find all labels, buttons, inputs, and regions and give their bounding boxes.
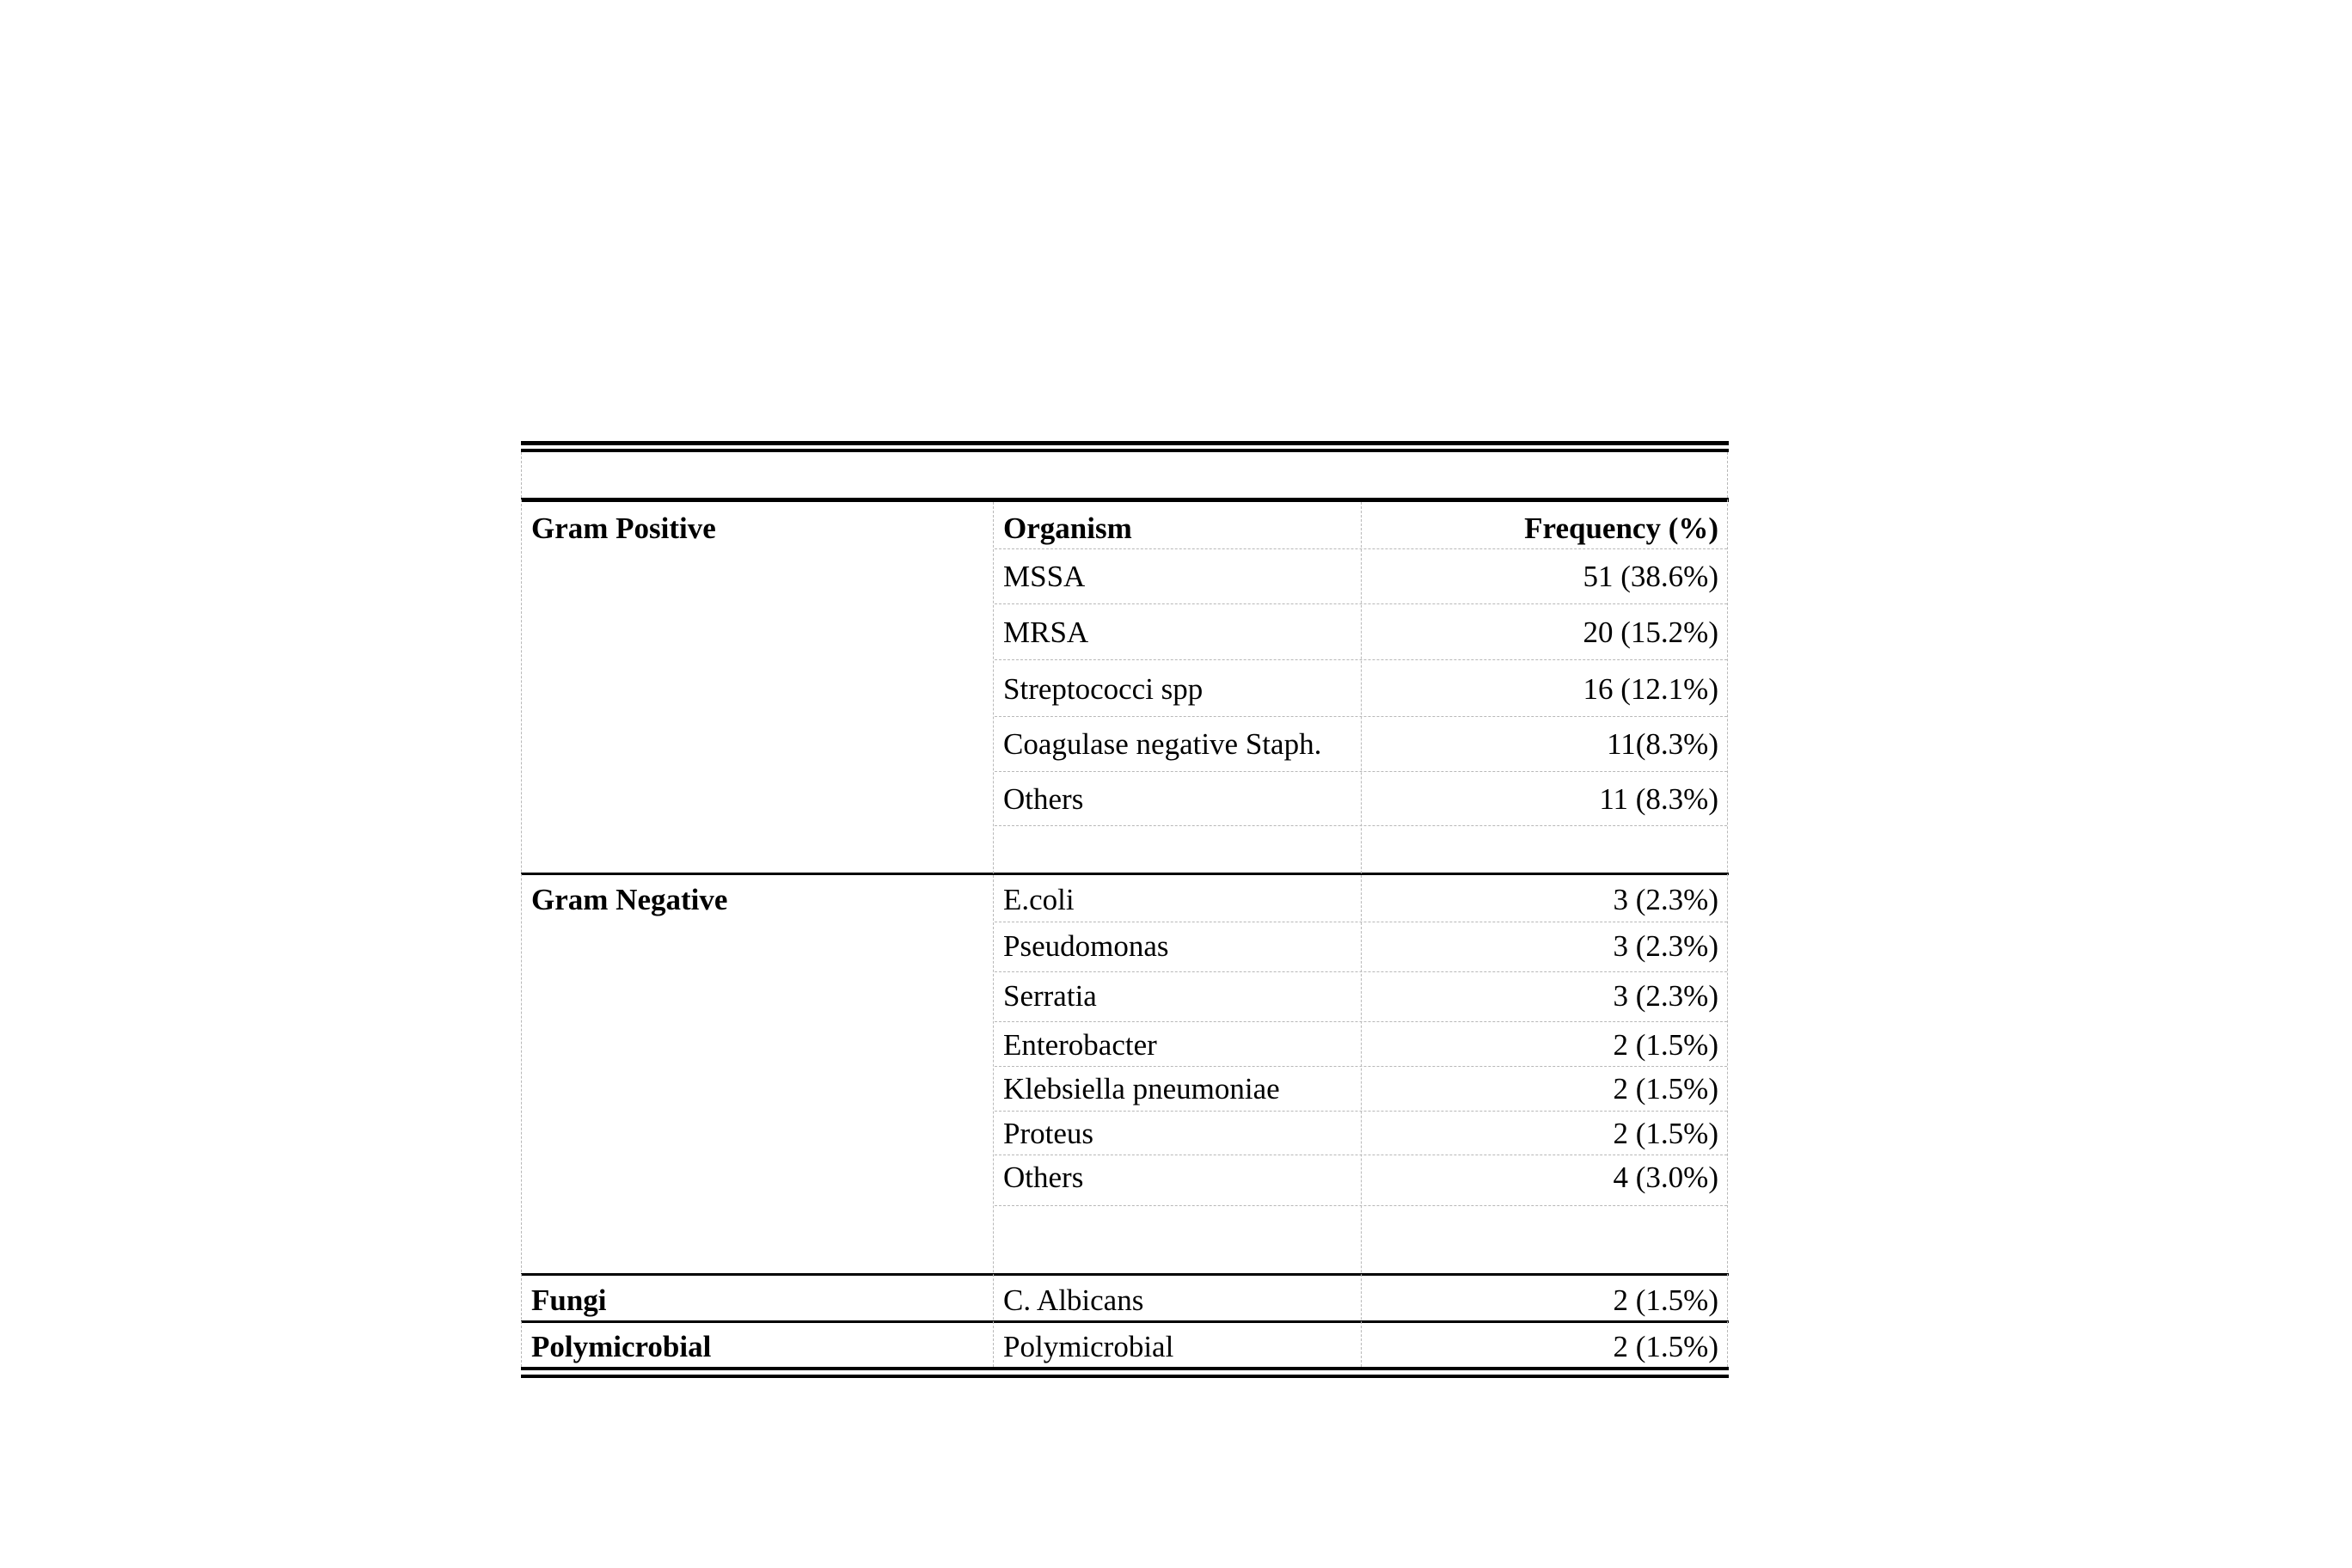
frequency-klebsiella: 2 (1.5%) [1613, 1072, 1718, 1106]
left-border [521, 452, 522, 1367]
polymicrobial-rule [521, 1320, 1729, 1323]
column-divider-2 [1361, 502, 1362, 1367]
top-rule-1 [521, 441, 1729, 445]
top-rule-2 [521, 449, 1729, 452]
row-divider [995, 1205, 1727, 1206]
frequency-c-albicans: 2 (1.5%) [1613, 1283, 1718, 1317]
frequency-mrsa: 20 (15.2%) [1583, 616, 1718, 649]
frequency-pseudomonas: 3 (2.3%) [1613, 929, 1718, 963]
frequency-streptococci: 16 (12.1%) [1583, 672, 1718, 706]
row-divider [995, 771, 1727, 772]
frequency-gram-positive-others: 11 (8.3%) [1599, 782, 1718, 816]
group-label-polymicrobial: Polymicrobial [531, 1330, 712, 1363]
organism-enterobacter: Enterobacter [1003, 1028, 1157, 1062]
organism-gram-negative-others: Others [1003, 1161, 1084, 1194]
frequency-coagulase-negative-staph: 11(8.3%) [1607, 727, 1718, 761]
fungi-rule [521, 1273, 1729, 1276]
organism-ecoli: E.coli [1003, 883, 1075, 916]
organism-mrsa: MRSA [1003, 616, 1089, 649]
row-divider [995, 603, 1727, 604]
organism-coagulase-negative-staph: Coagulase negative Staph. [1003, 727, 1322, 761]
organism-proteus: Proteus [1003, 1117, 1093, 1150]
organism-mssa: MSSA [1003, 560, 1086, 593]
row-divider [995, 716, 1727, 717]
group-label-gram-negative: Gram Negative [531, 883, 728, 916]
frequency-polymicrobial: 2 (1.5%) [1613, 1330, 1718, 1363]
row-divider [995, 1066, 1727, 1067]
frequency-gram-negative-others: 4 (3.0%) [1613, 1161, 1718, 1194]
frequency-enterobacter: 2 (1.5%) [1613, 1028, 1718, 1062]
organism-pseudomonas: Pseudomonas [1003, 929, 1169, 963]
bottom-rule-2 [521, 1375, 1729, 1378]
header-rule [521, 498, 1729, 502]
organism-streptococci: Streptococci spp [1003, 672, 1204, 706]
row-divider [995, 1111, 1727, 1112]
frequency-serratia: 3 (2.3%) [1613, 979, 1718, 1013]
gram-negative-rule [521, 873, 1729, 875]
organism-serratia: Serratia [1003, 979, 1097, 1013]
organism-polymicrobial: Polymicrobial [1003, 1330, 1174, 1363]
organism-klebsiella: Klebsiella pneumoniae [1003, 1072, 1280, 1106]
row-divider [995, 548, 1727, 549]
row-divider [995, 825, 1727, 826]
header-organism: Organism [1003, 511, 1132, 545]
bottom-rule-1 [521, 1367, 1729, 1370]
organism-c-albicans: C. Albicans [1003, 1283, 1144, 1317]
frequency-ecoli: 3 (2.3%) [1613, 883, 1718, 916]
frequency-mssa: 51 (38.6%) [1583, 560, 1718, 593]
column-divider-1 [993, 502, 994, 1367]
row-divider [995, 659, 1727, 660]
right-border [1727, 452, 1728, 1367]
group-label-gram-positive: Gram Positive [531, 511, 716, 545]
organism-gram-positive-others: Others [1003, 782, 1084, 816]
frequency-proteus: 2 (1.5%) [1613, 1117, 1718, 1150]
group-label-fungi: Fungi [531, 1283, 607, 1317]
organism-frequency-table [521, 441, 1729, 1380]
row-divider [995, 1021, 1727, 1022]
header-frequency: Frequency (%) [1524, 511, 1718, 545]
row-divider [995, 971, 1727, 972]
